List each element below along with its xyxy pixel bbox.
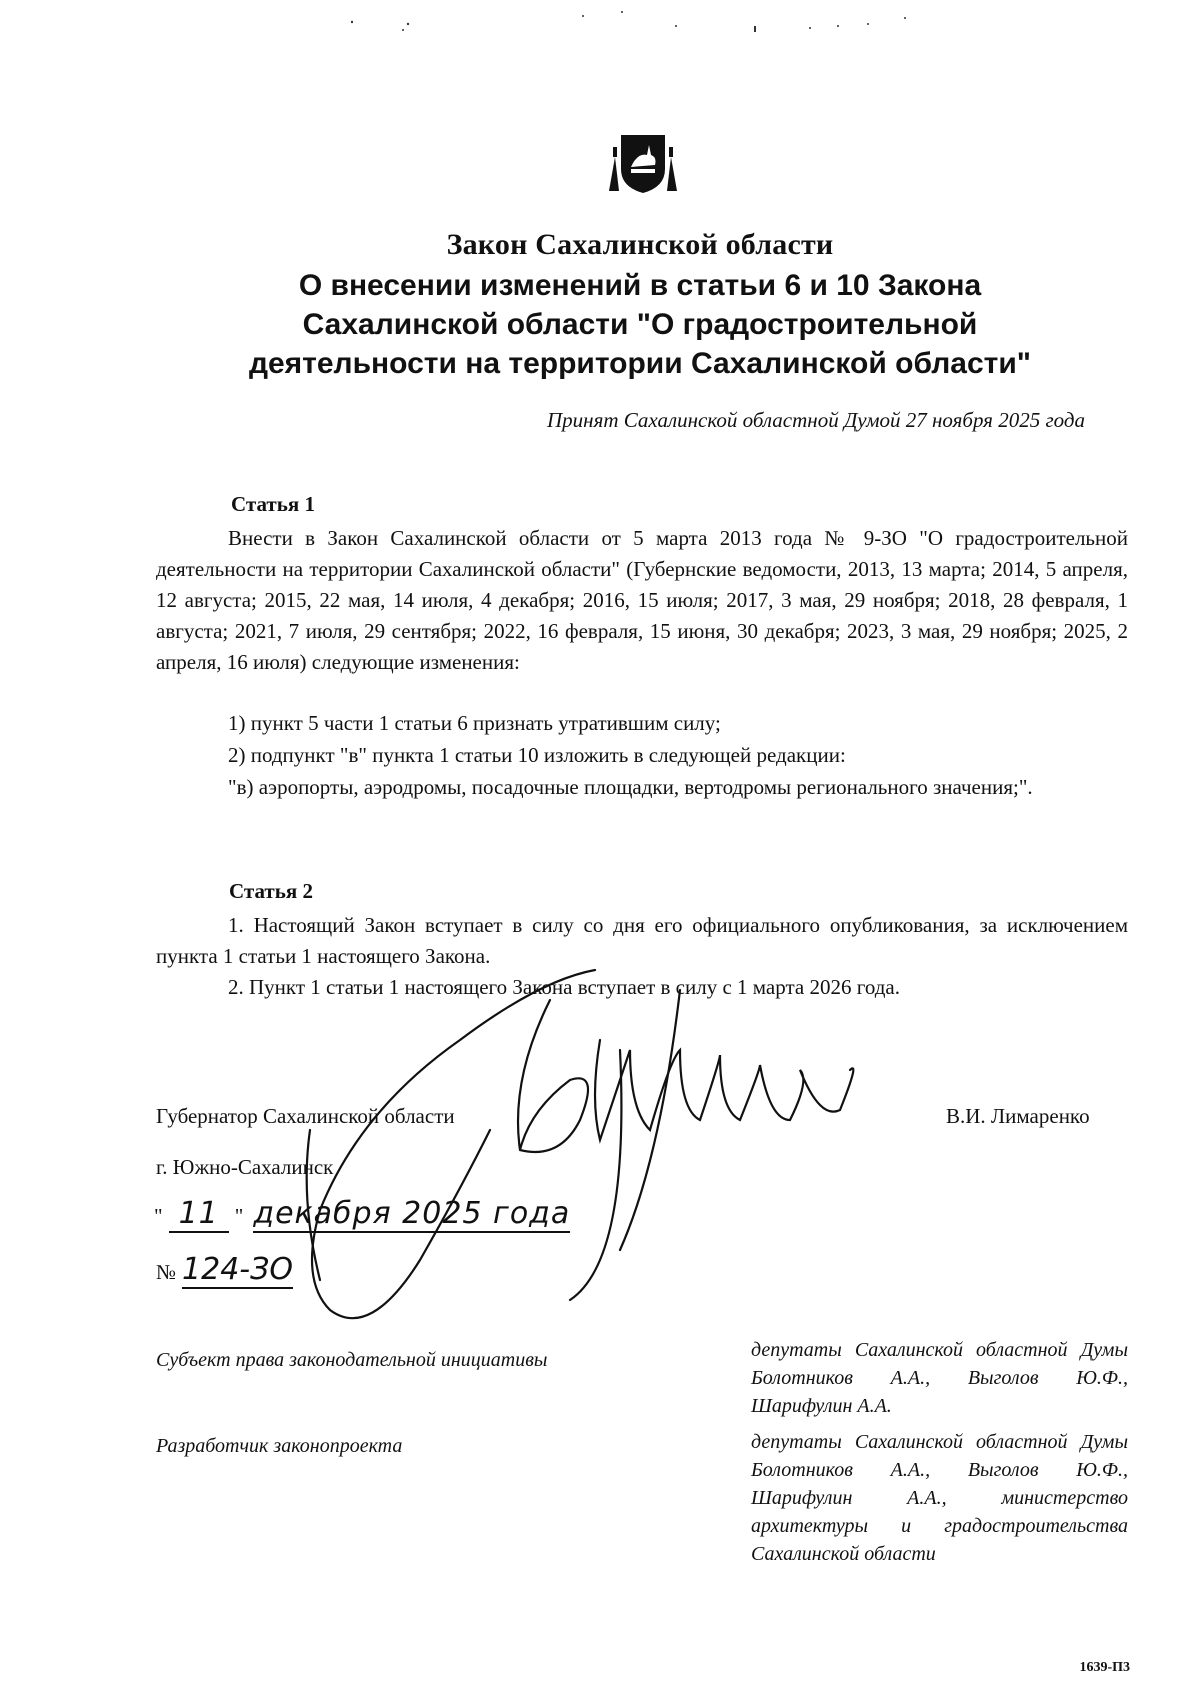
coat-of-arms-icon (601, 133, 685, 195)
law-title (140, 266, 1140, 383)
signing-date (154, 1196, 570, 1233)
law-number-value: 124-ЗО (182, 1252, 293, 1287)
law-title-line: О внесении изменений в статьи 6 и 10 Закона (298, 269, 982, 302)
initiative-value: депутаты Сахалинской областной Думы Болотников А.А., Выголов Ю.Ф., Шарифулин А.А. (751, 1339, 1128, 1417)
date-month-year: декабря 2025 года (253, 1196, 571, 1231)
date-quote-open: " (154, 1204, 163, 1228)
law-title-line: деятельности на территории Сахалинской области" (248, 347, 1032, 380)
article-1-item-1: 1) пункт 5 части 1 статьи 6 признать утратившим силу; (228, 711, 721, 735)
article-2-heading: Статья 2 (229, 879, 313, 903)
scan-specks (0, 0, 1200, 60)
developer-value: депутаты Сахалинской областной Думы Болотников А.А., Выголов Ю.Ф., Шарифулин А.А., министерство архитектуры и градостроительства Сахалинской области (751, 1431, 1128, 1565)
document-code: 1639-П3 (1079, 1660, 1130, 1675)
number-sign: № (156, 1260, 177, 1284)
date-day: 11 (169, 1196, 229, 1233)
article-1-item-2-text: "в) аэропорты, аэродромы, посадочные площадки, вертодромы регионального значения;". (228, 775, 1033, 799)
signatory-position: Губернатор Сахалинской области (156, 1104, 455, 1128)
article-2-paragraph-1: 1. Настоящий Закон вступает в силу со дня его официального опубликования, за исключением пункта 1 статьи 1 настоящего Закона. (156, 913, 1128, 968)
signatory-name: В.И. Лимаренко (946, 1104, 1090, 1128)
article-2-paragraph-2: 2. Пункт 1 статьи 1 настоящего Закона вступает в силу с 1 марта 2026 года. (228, 975, 900, 999)
article-1-intro: Внести в Закон Сахалинской области от 5 марта 2013 года № 9-ЗО "О градостроительной деятельности на территории Сахалинской области" (Губернские ведомости, 2013, 13 марта; 2014, 5 апреля, 12 августа; 2015, 22 мая, 14 июля, 4 декабря; 2016, 15 июля; 2017, 3 мая, 29 ноября; 2018, 28 февраля, 1 августа; 2021, 7 июля, 29 сентября; 2022, 16 февраля, 15 июня, 30 декабря; 2023, 3 мая, 29 ноября; 2025, 2 апреля, 16 июля) следующие изменения: (156, 526, 1128, 674)
adoption-note: Принят Сахалинской областной Думой 27 ноября 2025 года (546, 408, 1085, 432)
signing-city: г. Южно-Сахалинск (156, 1155, 334, 1179)
article-1-item-2: 2) подпункт "в" пункта 1 статьи 10 изложить в следующей редакции: (228, 743, 846, 767)
article-1-heading: Статья 1 (231, 492, 315, 516)
handwritten-signature (300, 960, 960, 1380)
developer-label: Разработчик законопроекта (156, 1435, 403, 1457)
date-quote-close: " (234, 1204, 244, 1228)
law-number (156, 1252, 293, 1289)
law-type-title: Закон Сахалинской области (446, 228, 834, 261)
initiative-label: Субъект права законодательной инициативы (156, 1349, 548, 1371)
law-title-line: Сахалинской области "О градостроительной (302, 308, 978, 341)
